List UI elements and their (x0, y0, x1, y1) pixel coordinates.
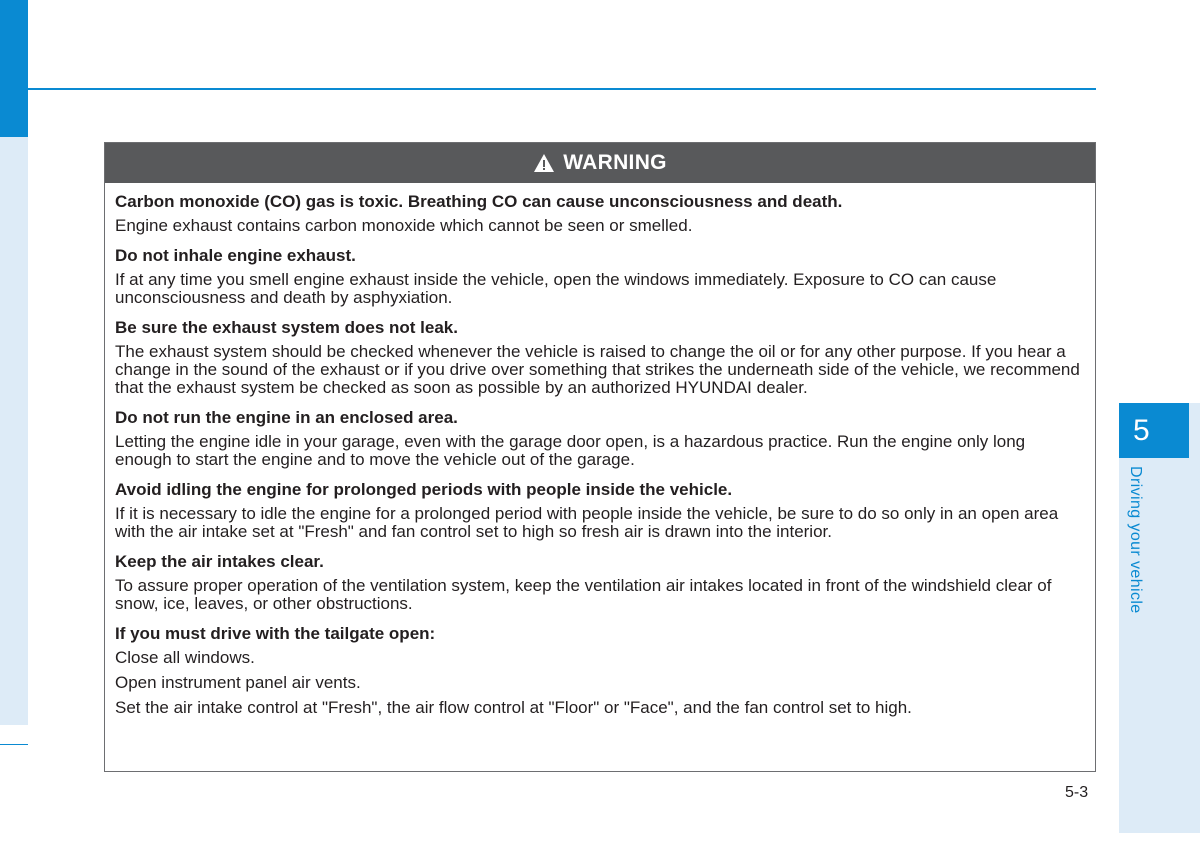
warning-section-enclosed-area (115, 409, 1085, 469)
instruction-line: Open instrument panel air vents. (115, 673, 361, 692)
section-heading: If you must drive with the tailgate open: (115, 624, 436, 643)
section-text: Engine exhaust contains carbon monoxide which cannot be seen or smelled. (115, 216, 693, 235)
warning-body (105, 183, 1095, 717)
section-heading: Avoid idling the engine for prolonged periods with people inside the vehicle. (115, 480, 733, 499)
section-text: If it is necessary to idle the engine for a prolonged period with people inside the vehicle, be sure to do so only in an open area with the air intake set at "Fresh" and fan control set to high so fresh air is drawn into the interior. (115, 504, 1059, 541)
section-text: If at any time you smell engine exhaust inside the vehicle, open the windows immediately. Exposure to CO can cause unconsciousness and death by asphyxiation. (115, 270, 997, 307)
warning-section-inhale (115, 247, 1085, 307)
section-heading: Keep the air intakes clear. (115, 552, 324, 571)
section-heading: Do not run the engine in an enclosed area. (115, 408, 458, 427)
section-heading: Carbon monoxide (CO) gas is toxic. Breathing CO can cause unconsciousness and death. (115, 192, 843, 211)
left-bottom-rule (0, 744, 28, 745)
left-side-band (0, 137, 28, 725)
warning-triangle-icon (533, 153, 555, 173)
header-rule (28, 88, 1096, 90)
chapter-number-tab: 5 (1119, 403, 1189, 458)
warning-title: WARNING (563, 151, 667, 174)
warning-section-idling (115, 481, 1085, 541)
warning-section-air-intakes (115, 553, 1085, 613)
instruction-line: Close all windows. (115, 648, 255, 667)
left-accent-bar (0, 0, 28, 137)
warning-box (104, 142, 1096, 772)
warning-section-co-toxic (115, 193, 1085, 235)
page-number: 5-3 (1065, 784, 1089, 801)
instruction-line: Set the air intake control at "Fresh", the air flow control at "Floor" or "Face", and the fan control set to high. (115, 698, 912, 717)
section-text: The exhaust system should be checked whenever the vehicle is raised to change the oil or for any other purpose. If you hear a change in the sound of the exhaust or if you drive over something that strikes the underneath side of the vehicle, we recommend that the exhaust system be checked as soon as possible by an authorized HYUNDAI dealer. (115, 342, 1080, 397)
section-heading: Do not inhale engine exhaust. (115, 246, 356, 265)
section-text: Letting the engine idle in your garage, even with the garage door open, is a hazardous practice. Run the engine only long enough to start the engine and to move the vehicle out of the garage. (115, 432, 1026, 469)
section-heading: Be sure the exhaust system does not leak. (115, 318, 458, 337)
warning-section-tailgate-open (115, 625, 1085, 717)
warning-header (105, 143, 1095, 183)
section-text: To assure proper operation of the ventilation system, keep the ventilation air intakes located in front of the windshield clear of snow, ice, leaves, or other obstructions. (115, 576, 1052, 613)
warning-section-exhaust-leak (115, 319, 1085, 397)
chapter-title: Driving your vehicle (1127, 466, 1144, 614)
